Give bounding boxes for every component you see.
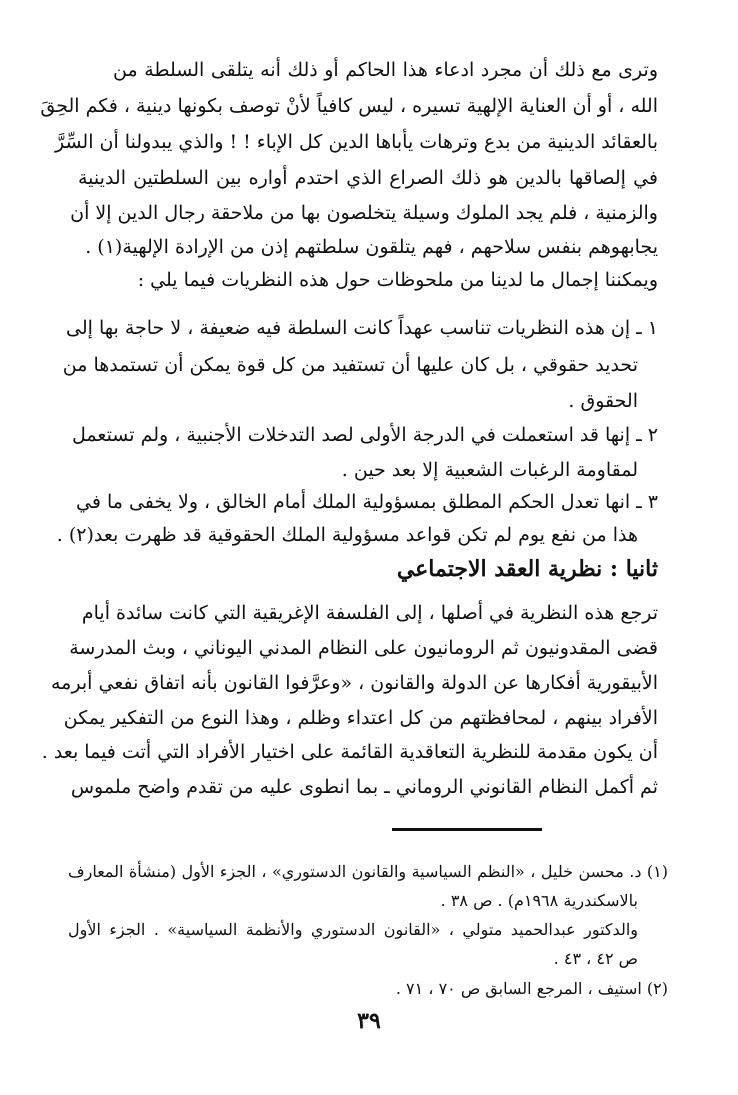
list-item-3-line-1: ٣ ـ انها تعدل الحكم المطلق بمسؤولية الملك أمام الخالق ، ولا يخفى ما في: [76, 491, 658, 513]
intro-line-2: الله ، أو أن العناية الإلهية تسيره ، ليس كافياً لأنْ توصف بكونها دينية ، فكم الحِقَ: [40, 95, 658, 117]
section-line-1: ترجع هذه النظرية في أصلها ، إلى الفلسفة الإغريقية التي كانت سائدة أيام: [81, 602, 658, 624]
footnote-2: (٢) استيف ، المرجع السابق ص ٧٠ ، ٧١ .: [395, 979, 668, 998]
list-item-2-line-1: ٢ ـ إنها قد استعملت في الدرجة الأولى لصد التدخلات الأجنبية ، ولم تستعمل: [72, 424, 658, 446]
section-line-6: ثم أكمل النظام القانوني الروماني ـ بما انطوى عليه من تقدم واضح ملموس: [70, 776, 658, 798]
list-item-3-line-2: هذا من نفع يوم لم تكن قواعد مسؤولية الملك الحقوقية قد ظهرت بعد(٢) .: [56, 524, 638, 546]
footnote-1-line-3: والدكتور عبدالحميد متولي ، «القانون الدستوري والأنظمة السياسية» . الجزء الأول: [68, 920, 638, 939]
list-item-1-line-3: الحقوق .: [568, 390, 638, 412]
footnote-1-line-1: (١) د. محسن خليل ، «النظم السياسية والقانون الدستوري» ، الجزء الأول (منشأة المعارف: [68, 862, 668, 881]
list-item-1-line-1: ١ ـ إن هذه النظريات تناسب عهداً كانت السلطة فيه ضعيفة ، لا حاجة بها إلى: [66, 317, 658, 339]
section-heading: ثانيا : نظرية العقد الاجتماعي: [396, 556, 658, 582]
section-line-3: الأبيقورية أفكارها عن الدولة والقانون ، «وعرَّفوا القانون بأنه اتفاق نفعي أبرمه: [51, 672, 658, 694]
section-line-2: قضى المقدونيون ثم الرومانيون على النظام المدني اليوناني ، وبث المدرسة: [69, 637, 658, 659]
list-item-2-line-2: لمقاومة الرغبات الشعبية إلا بعد حين .: [341, 459, 638, 481]
footnote-1-line-4: ص ٤٢ ، ٤٣ .: [553, 949, 638, 968]
footnote-separator: [392, 828, 542, 831]
section-line-5: أن يكون مقدمة للنظرية التعاقدية القائمة على اختيار الأفراد التي أتت فيما بعد .: [41, 741, 658, 763]
summary-line: ويمكننا إجمال ما لدينا من ملحوظات حول هذه النظريات فيما يلي :: [137, 269, 658, 291]
intro-line-6: يجابهوهم بنفس سلاحهم ، فهم يتلقون سلطتهم إذن من الإرادة الإلهية(١) .: [85, 236, 658, 258]
page-number: ٣٩: [357, 1008, 381, 1034]
intro-line-4: في إلصاقها بالدين هو ذلك الصراع الذي احتدم أواره بين السلطتين الدينية: [78, 167, 658, 189]
intro-line-1: وترى مع ذلك أن مجرد ادعاء هذا الحاكم أو ذلك أنه يتلقى السلطة من: [113, 59, 658, 81]
intro-line-5: والزمنية ، فلم يجد الملوك وسيلة يتخلصون بها من ملاحقة رجال الدين إلا أن: [70, 202, 658, 224]
list-item-1-line-2: تحديد حقوقي ، بل كان عليها أن تستفيد من كل قوة يمكن أن تستمدها من: [62, 354, 638, 376]
section-line-4: الأفراد بينهم ، لمحافظتهم من كل اعتداء وظلم ، وهذا النوع من التفكير يمكن: [63, 707, 658, 729]
intro-line-3: بالعقائد الدينية من بدع وترهات يأباها الدين كل الإباء ! ! والذي يبدولنا أن السِّرَّ: [55, 131, 658, 153]
footnote-1-line-2: بالاسكندرية ١٩٦٨م) . ص ٣٨ .: [440, 891, 638, 910]
